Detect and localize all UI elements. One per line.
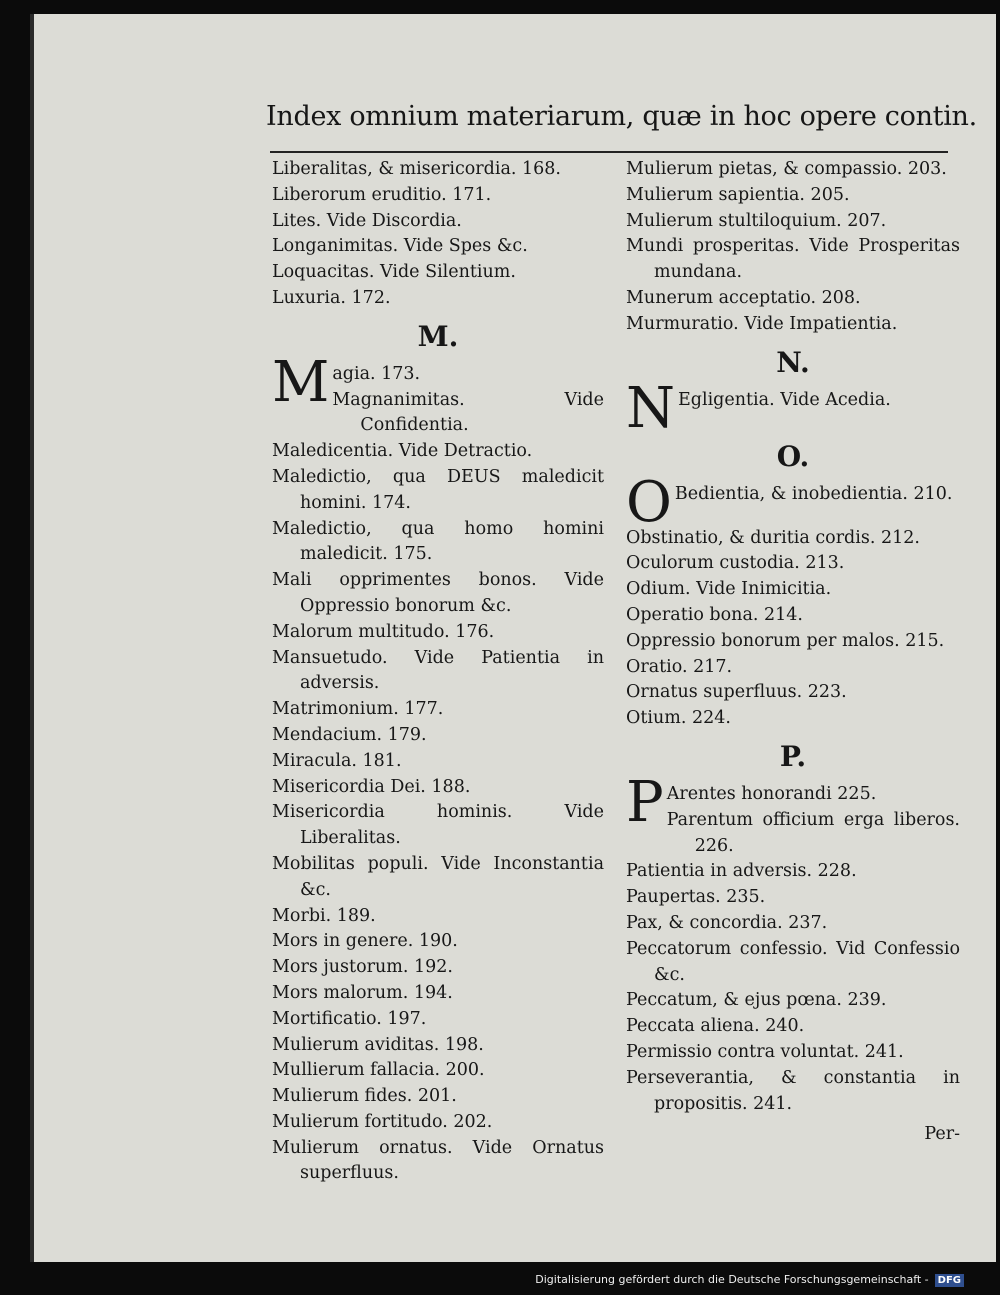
index-entry: Mundi prosperitas. Vide Prosperitas mundana. xyxy=(626,236,960,283)
index-entry: Morbi. 189. xyxy=(272,905,376,926)
drop-cap-o: O xyxy=(626,469,672,535)
entry-list-l xyxy=(272,157,604,312)
index-entry: Mulierum pietas, & compassio. 203. xyxy=(626,159,947,179)
index-entry: Oratio. 217. xyxy=(626,656,733,677)
entry-list-m-right xyxy=(626,157,960,338)
section-heading-p: P. xyxy=(779,739,807,773)
index-entry: Mulierum aviditas. 198. xyxy=(272,1034,484,1055)
index-entry: Munerum acceptatio. 208. xyxy=(626,287,861,308)
index-entry: Mors malorum. 194. xyxy=(272,982,453,1003)
index-entry: Liberalitas, & misericordia. 168. xyxy=(272,159,561,179)
section-heading-m: M. xyxy=(417,319,459,353)
digitization-footer xyxy=(535,1273,964,1287)
index-entry: Mulierum stultiloquium. 207. xyxy=(626,210,887,231)
index-entry: Mulierum ornatus. Vide Ornatus superfluus. xyxy=(272,1137,604,1184)
index-entry: Miracula. 181. xyxy=(272,750,402,771)
drop-cap-entry-p xyxy=(626,769,960,859)
index-entry: Mors justorum. 192. xyxy=(272,957,453,978)
drop-cap-n: N xyxy=(626,375,675,441)
index-entry: Odium. Vide Inimicitia. xyxy=(626,579,832,600)
index-entry: Arentes honorandi 225. xyxy=(666,783,877,804)
footer-text: Digitalisierung gefördert durch die Deutsche Forschungsgemeinschaft - xyxy=(535,1273,929,1286)
drop-cap-entry-o xyxy=(626,469,960,535)
index-entry: Longanimitas. Vide Spes &c. xyxy=(272,236,528,257)
index-entry: Oppressio bonorum per malos. 215. xyxy=(626,630,945,651)
index-entry: Mulierum fortitudo. 202. xyxy=(272,1111,493,1132)
entry-list-p xyxy=(626,859,960,1117)
index-entry: Mullierum fallacia. 200. xyxy=(272,1060,485,1081)
index-entry: Mulierum fides. 201. xyxy=(272,1086,457,1107)
index-entry: Peccatum, & ejus pœna. 239. xyxy=(626,990,887,1011)
section-heading-o: O. xyxy=(776,439,810,473)
index-entry: Mobilitas populi. Vide Inconstantia &c. xyxy=(272,853,604,900)
index-entry: Matrimonium. 177. xyxy=(272,699,444,720)
right-column xyxy=(626,157,960,1147)
index-entry: Mansuetudo. Vide Patientia in adversis. xyxy=(272,647,604,694)
index-entry: Patientia in adversis. 228. xyxy=(626,861,857,882)
index-entry: Permissio contra voluntat. 241. xyxy=(626,1041,904,1062)
scanned-page xyxy=(30,14,996,1262)
index-entry: Loquacitas. Vide Silentium. xyxy=(272,262,516,283)
index-entry: Murmuratio. Vide Impatientia. xyxy=(626,313,898,334)
index-entry: Maledictio, qua homo homini maledicit. 175. xyxy=(272,518,604,565)
catchword: Per- xyxy=(924,1124,960,1145)
drop-cap-m: M xyxy=(272,349,330,415)
index-entry: Magnanimitas. Vide Confidentia. xyxy=(332,389,604,436)
entry-list-m-left xyxy=(272,439,604,1187)
index-entry: Pax, & concordia. 237. xyxy=(626,912,828,933)
index-entry: Perseverantia, & constantia in propositis. 241. xyxy=(626,1067,960,1114)
index-entry: Malorum multitudo. 176. xyxy=(272,621,495,642)
index-entry: Mors in genere. 190. xyxy=(272,931,458,952)
drop-cap-entry-m xyxy=(272,349,604,439)
index-entry: Mulierum sapientia. 205. xyxy=(626,184,850,205)
index-entry: Bedientia, & inobedientia. 210. xyxy=(674,483,953,504)
index-entry: Liberorum eruditio. 171. xyxy=(272,184,492,205)
index-entry: Paupertas. 235. xyxy=(626,887,766,908)
index-entry: Mortificatio. 197. xyxy=(272,1008,427,1029)
section-heading-n: N. xyxy=(776,345,810,379)
index-entry: Ornatus superfluus. 223. xyxy=(626,682,847,703)
index-entry: Peccata aliena. 240. xyxy=(626,1016,805,1037)
page-header: Index omnium materiarum, quæ in hoc opere contin. xyxy=(266,101,977,132)
index-entry: Parentum officium erga liberos. 226. xyxy=(666,809,960,856)
index-entry: Luxuria. 172. xyxy=(272,287,391,308)
dfg-logo: DFG xyxy=(935,1274,964,1287)
left-column xyxy=(272,157,604,1187)
drop-cap-p: P xyxy=(626,769,664,835)
index-entry: Mendacium. 179. xyxy=(272,724,427,745)
index-entry: Misericordia hominis. Vide Liberalitas. xyxy=(272,802,604,849)
index-entry: Maledicentia. Vide Detractio. xyxy=(272,441,533,462)
index-entry: Misericordia Dei. 188. xyxy=(272,776,471,797)
index-entry: Egligentia. Vide Acedia. xyxy=(678,389,891,410)
index-entry: Oculorum custodia. 213. xyxy=(626,553,845,574)
index-entry: Maledictio, qua DEUS maledicit homini. 174. xyxy=(272,466,604,513)
index-entry: Obstinatio, & duritia cordis. 212. xyxy=(626,527,920,548)
entry-list-o xyxy=(626,526,960,732)
index-entry: Otium. 224. xyxy=(626,708,731,729)
index-entry: Lites. Vide Discordia. xyxy=(272,210,462,231)
index-entry: Operatio bona. 214. xyxy=(626,604,803,625)
index-entry: agia. 173. xyxy=(332,363,421,384)
drop-cap-entry-n xyxy=(626,375,960,441)
index-entry: Peccatorum confessio. Vid Confessio &c. xyxy=(626,938,960,985)
index-entry: Mali opprimentes bonos. Vide Oppressio bonorum &c. xyxy=(272,570,604,616)
header-rule xyxy=(270,151,948,153)
